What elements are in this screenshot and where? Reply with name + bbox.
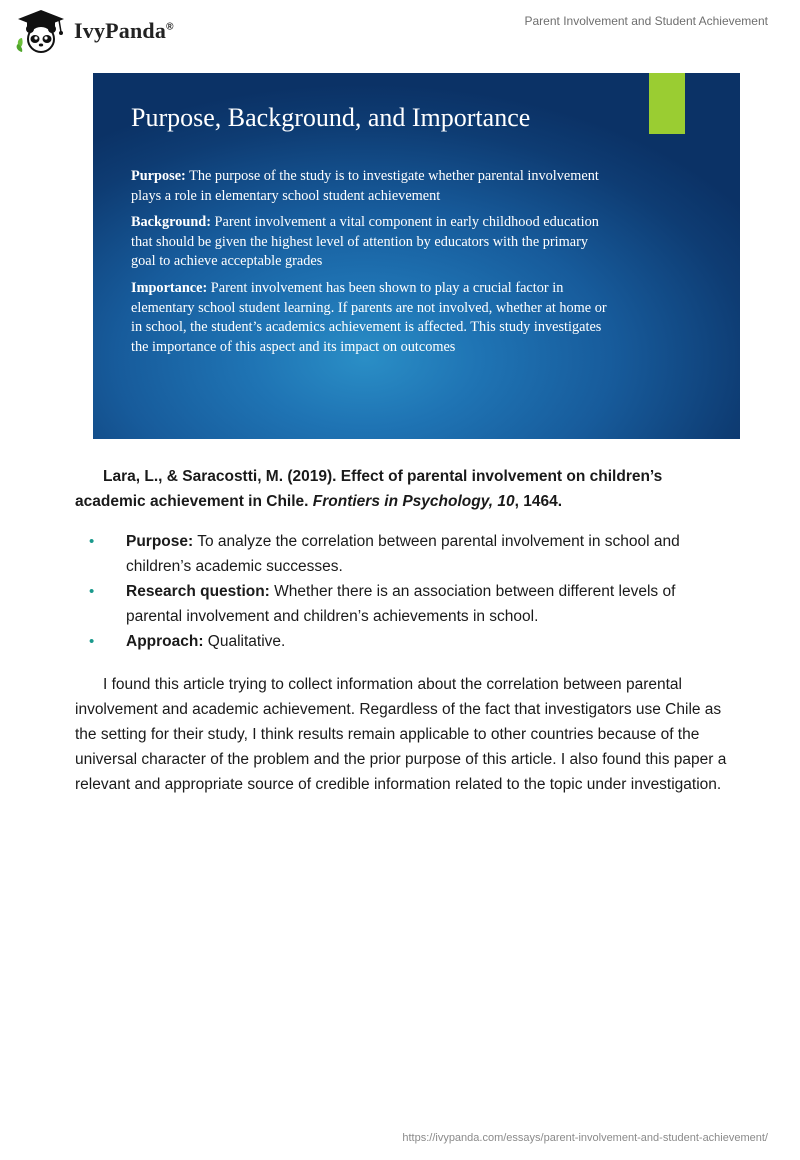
slide-item-importance: Importance: Parent involvement has been shown to play a crucial factor in elementary school student learning. If parents are not involved, whether at home or in school, the student’s academics achievement is affected. This study investigates the importance of this aspect and its impact on outcomes: [131, 279, 607, 355]
ivypanda-logo[interactable]: [12, 8, 174, 54]
logo-text: IvyPanda®: [74, 18, 174, 43]
presentation-slide-image: [93, 73, 740, 439]
slide-item-purpose: Purpose: The purpose of the study is to investigate whether parental involvement plays a role in elementary school student achievement: [131, 168, 599, 204]
reference-citation: Lara, L., & Saracostti, M. (2019). Effect of parental involvement on children’s academic achievement in Chile. Frontiers in Psychology, 10, 1464.: [75, 468, 663, 510]
slide-heading: Purpose, Background, and Importance: [131, 103, 531, 132]
list-item: • Research question: Whether there is an association between different levels of parental involvement and children’s achievements in school.: [75, 579, 735, 629]
slide-item-background: Background: Parent involvement a vital component in early childhood education that should be given the highest level of attention by educators with the primary goal to achieve acceptable grades: [131, 214, 599, 270]
list-item: • Purpose: To analyze the correlation between parental involvement in school and children’s academic successes.: [75, 529, 735, 579]
panda-graduate-icon: [12, 8, 70, 54]
summary-bullet-list: [75, 529, 735, 654]
bullet-icon: •: [89, 533, 95, 550]
list-item: • Approach: Qualitative.: [75, 629, 735, 654]
source-url-link[interactable]: https://ivypanda.com/essays/parent-involvement-and-student-achievement/: [402, 1132, 768, 1144]
body-paragraph: I found this article trying to collect information about the correlation between parental involvement and academic achievement. Regardless of the fact that investigators use Chile as the setting for their study, I think results remain applicable to other countries because of the universal character of the problem and the prior purpose of this article. I also found this paper a relevant and appropriate source of credible information related to the topic under investigation.: [75, 676, 727, 793]
page-header-title: Parent Involvement and Student Achievement: [524, 14, 768, 28]
slide-body: [131, 167, 611, 364]
bullet-icon: •: [89, 583, 95, 600]
bullet-icon: •: [89, 633, 95, 650]
slide-accent-bar: [649, 73, 685, 134]
